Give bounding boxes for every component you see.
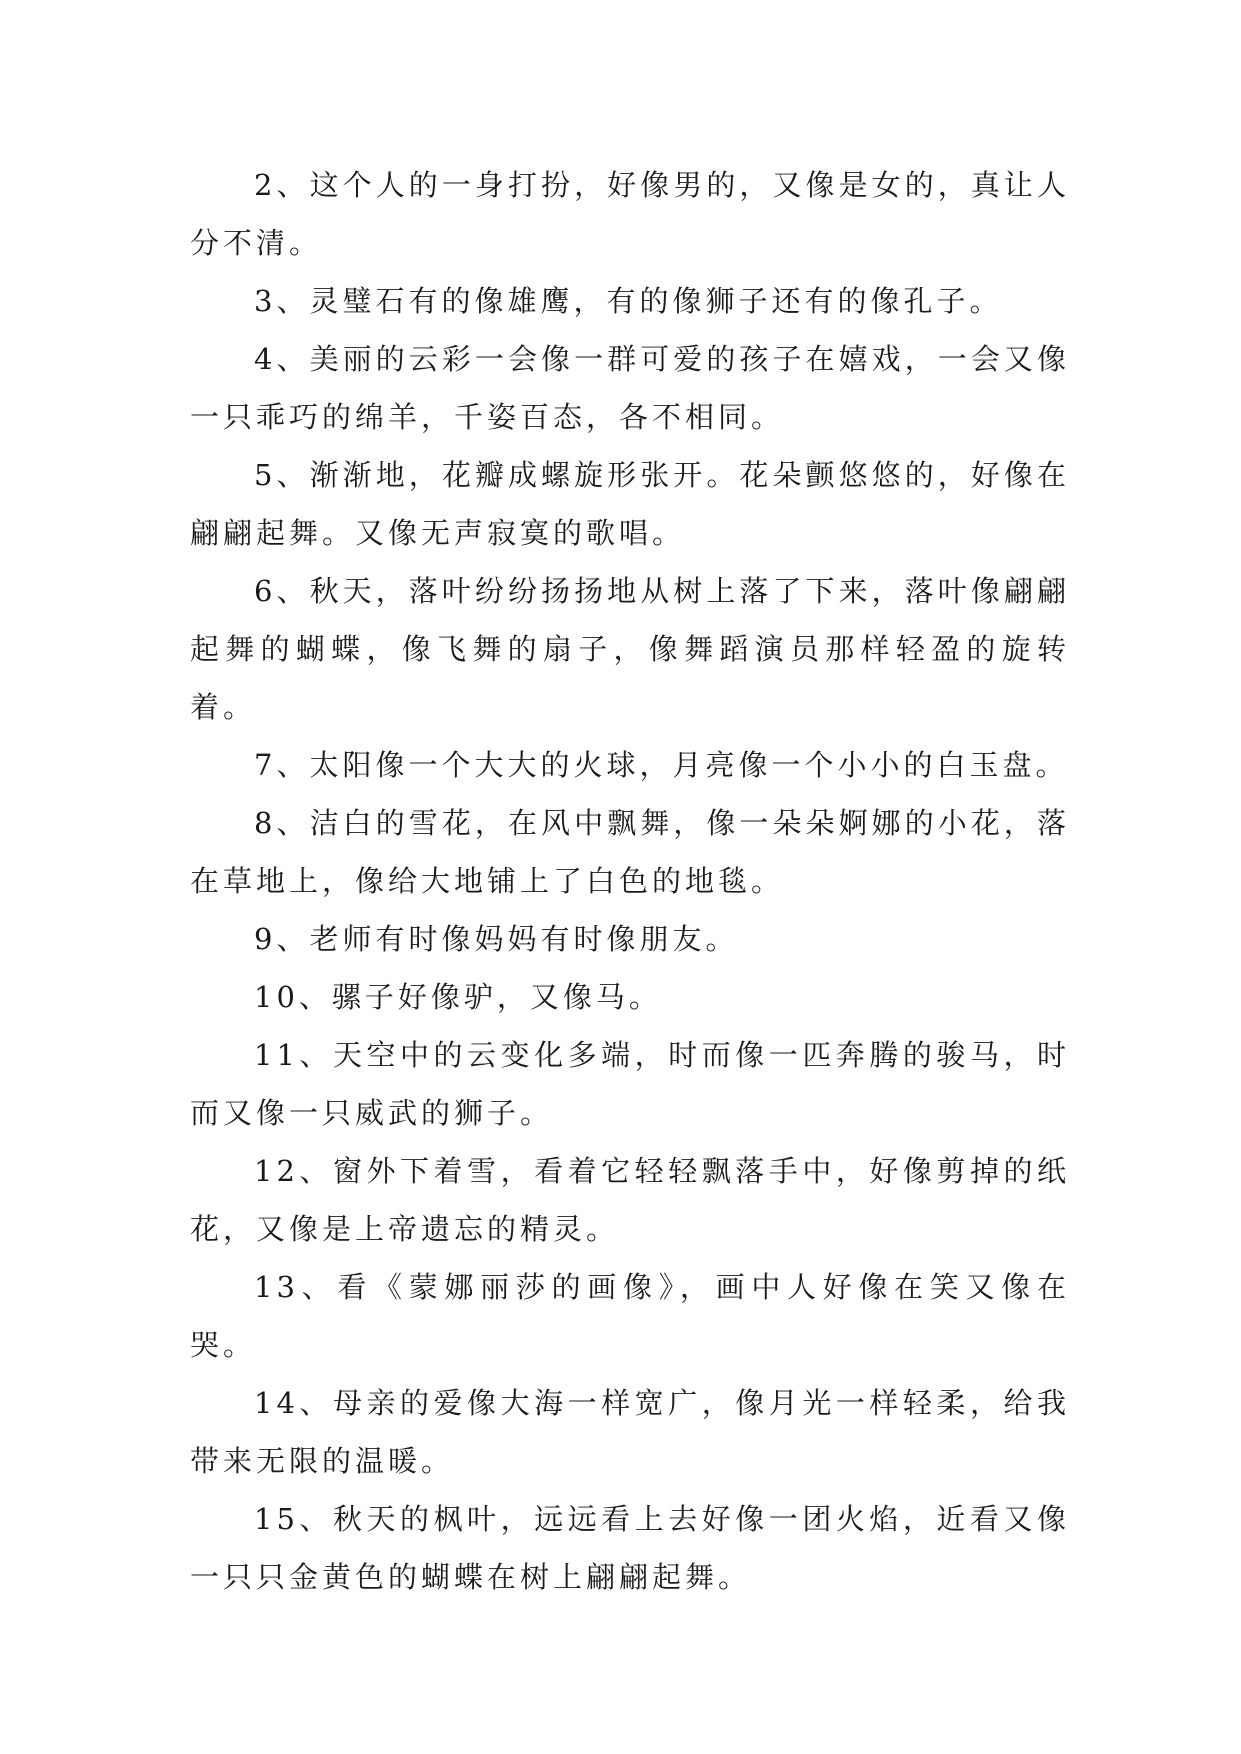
paragraph-10: 10、骡子好像驴，又像马。 xyxy=(254,980,662,1014)
paragraph-5: 5、渐渐地，花瓣成螺旋形张开。花朵颤悠悠的，好像在翩翩起舞。又像无声寂寞的歌唱。 xyxy=(190,458,1070,550)
paragraph-15: 15、秋天的枫叶，远远看上去好像一团火焰，近看又像一只只金黄色的蝴蝶在树上翩翩起舞。 xyxy=(190,1502,1070,1594)
document-body xyxy=(190,156,1070,1606)
paragraph-11: 11、天空中的云变化多端，时而像一匹奔腾的骏马，时而又像一只威武的狮子。 xyxy=(190,1038,1070,1130)
paragraph-7: 7、太阳像一个大大的火球，月亮像一个小小的白玉盘。 xyxy=(254,748,1069,782)
paragraph-13: 13、看《蒙娜丽莎的画像》，画中人好像在笑又像在哭。 xyxy=(190,1270,1070,1362)
paragraph-9: 9、老师有时像妈妈有时像朋友。 xyxy=(254,922,739,956)
paragraph-14: 14、母亲的爱像大海一样宽广，像月光一样轻柔，给我带来无限的温暖。 xyxy=(190,1386,1070,1478)
paragraph-8: 8、洁白的雪花，在风中飘舞，像一朵朵婀娜的小花，落在草地上，像给大地铺上了白色的地毯。 xyxy=(190,806,1070,898)
paragraph-4: 4、美丽的云彩一会像一群可爱的孩子在嬉戏，一会又像一只乖巧的绵羊，千姿百态，各不相同。 xyxy=(190,342,1070,434)
paragraph-3: 3、灵璧石有的像雄鹰，有的像狮子还有的像孔子。 xyxy=(254,284,1003,318)
paragraph-6: 6、秋天，落叶纷纷扬扬地从树上落了下来，落叶像翩翩起舞的蝴蝶，像飞舞的扇子，像舞蹈演员那样轻盈的旋转着。 xyxy=(190,574,1070,724)
paragraph-2: 2、这个人的一身打扮，好像男的，又像是女的，真让人分不清。 xyxy=(190,168,1070,260)
paragraph-12: 12、窗外下着雪，看着它轻轻飘落手中，好像剪掉的纸花，又像是上帝遗忘的精灵。 xyxy=(190,1154,1070,1246)
